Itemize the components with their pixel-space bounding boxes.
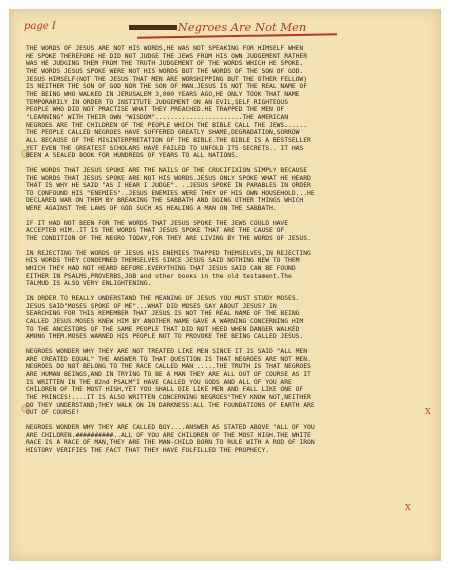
title-underline (137, 33, 337, 38)
handwritten-title: Negroes Are Not Men (177, 20, 307, 34)
margin-x-mark: X (405, 503, 411, 512)
paragraph: IN ORDER TO REALLY UNDERSTAND THE MEANING OF JESUS YOU MUST STUDY MOSES. JESUS SAID"MOSES SPOKE OF ME"...WHAT DID MOSES SAY ABOUT JESUS? IN SEARCHING FOR THIS REMEMBER THAT JESUS IS NOT THE REAL NAME OF THE BEING CALLED JESUS.MOSES KNEW HIM BY ANOTHER NAME GAVE A WARNING CONCERNING HIM TO THE ANCESTORS OF THE SAME PEOPLE THAT DID NOT HEED WHEN DANGER WALKED AMONG THEM.MOSES WARNED HIS PEOPLE NOT TO PROVOKE THE BEING CALLED JESUS. (26, 294, 304, 341)
document-page (9, 9, 441, 561)
margin-x-mark: X (425, 407, 431, 416)
page-label: page I (24, 21, 56, 32)
paragraph: NEGROES WONDER WHY THEY ARE CALLED BOY....ANSWER AS STATED ABOVE "ALL OF YOU ARE CHILDREN.##########..ALL OF YOU ARE CHILDREN OF THE MOST HIGH.THE WHITE RACE IS A RACE OF MAN,THEY ARE THE MAN-CHILD BORN TO RULE WITH A ROD OF IRON HISTORY VERIFIES THE FACT THAT THEY HAVE FULFILLED THE PROPHECY. (26, 422, 315, 454)
typed-body (26, 45, 436, 462)
paragraph: NEGROES WONDER WHY THEY ARE NOT TREATED LIKE MEN SINCE IT IS SAID "ALL MEN ARE CREATED EQUAL" THE ANSWER TO THAT QUESTION IS THAT NEGROES ARE NOT MEN. NEGROES DO NOT BELONG TO THE RACE CALLED MAN .....THE TRUTH IS THAT NEGROES ARE HUMAN BEINGS,AND IN TRYING TO BE A MAN THEY ARE ALL OUT OF COURSE AS IT IS WRITTEN IN THE 82nd PSALM"I HAVE CALLED YOU GODS AND ALL OF YOU ARE CHILDREN OF THE MOST HIGH,YET YOU SHALL DIE LIKE MEN AND FALL LIKE ONE OF THE PRINCES!....IT IS ALSO WRITTEN CONCERNING NEGROES"THEY KNOW NOT,NEITHER DO THEY UNDERSTAND;THEY WALK ON IN DARKNESS:ALL THE FOUNDATIONS OF EARTH ARE OUT OF COURSE! (26, 346, 315, 417)
handwritten-title-area (129, 20, 339, 42)
paragraph: THE WORDS THAT JESUS SPOKE ARE THE NAILS OF THE CRUCIFIXION SIMPLY BECAUSE THE WORDS THAT JESUS SPOKE ARE NOT HIS WORDS.JESUS ONLY SPOKE WHAT HE HEARD THAT IS WHY HE SAID "AS I HEAR I JUDGE". ..JESUS SPOKE IN PARABLES IN ORDER TO CONFOUND HIS "ENEMIES"..JESUS ENEMIES WERE THEY OF HIS OWN HOUSEHOLD...HE DECLARED WAR ON THEM BY BREAKING THE SABBATH AND DOING OTHER THINGS WHICH WERE AGAINST THE LAWS OF GOD SUCH AS HEALING A MAN ON THE SABBATH. (26, 165, 315, 213)
paragraph: IN REJECTING THE WORDS OF JESUS HIS ENEMIES TRAPPED THEMSELVES,IN REJECTING HIS WORDS THEY CONDEMNED THEMSELVES SINCE JESUS SAID NOTHING NEW TO THEM WHICH THEY HAD NOT HEARD BEFORE.EVERYTHING THAT JESUS SAID CAN BE FOUND EITHER IN PSALMS,PROVERBS,JOB and other books in the old testament.The TALMUD IS ALSO VERY ENLIGHTENING. (26, 248, 311, 288)
paragraph: THE WORDS OF JESUS ARE NOT HIS WORDS,HE WAS NOT SPEAKING FOR HIMSELF WHEN HE SPOKE THEREFORE HE DID NOT JUDGE THE JEWS FROM HIS OWN JUDGEMENT RATHER WAS HE JUDGING THEM FROM THE TRUTH JUDGEMENT OF THE WORDS WHICH HE SPOKE. THE WORDS JESUS SPOKE WERE NOT HIS WORDS BUT THE WORDS OF THE SON OF GOD. JESUS HIMSELF(NOT THE JESUS THAT MEN ARE WORSHIPPING BUT THE OTHER FELLOW) IS NEITHER THE SON OF GOD NOR THE SON OF MAN.JESUS IS NOT THE REAL NAME OF THE BEING WHO WALKED IN JERUSALEM 3,000 YEARS AGO,HE ONLY TOOK THAT NAME TEMPORARILY IN ORDER TO INSTITUTE JUDGEMENT ON AN EVIL,SELF RIGHTEOUS PEOPLE WHO DID NOT PRACTISE WHAT THEY PREACHED.HE TRAPPED THE MEN OF "LEARNING" WITH THEIR OWN "WISDOM".......................THE AMERICAN NEGROES ARE THE CHILDREN OF THE PEOPLE WHICH THE BIBLE CALL THE JEWS...... THE PEOPLE CALLED NEGROES HAVE SUFFERED GREATLY SHAME,DEGRADATION,SORROW ALL BECAUSE OF THE MISINTERPRETATION OF THE BIBLE.THE BIBLE IS A BESTSELLER YET EVEN THE GREATEST SCHOLARS HAVE FAILED TO UNFOLD ITS SECRETS.. IT HAS BEEN A SEALED BOOK FOR HUNDREDS OF YEARS TO ALL NATIONS. (26, 44, 311, 160)
paragraph: IF IT HAD NOT BEEN FOR THE WORDS THAT JESUS SPOKE THE JEWS COULD HAVE ACCEPTED HIM..IT IS THE WORDS THAT JESUS SPOKE THAT ARE THE CAUSE OF THE CONDITION OF THE NEGRO TODAY,FOR THEY ARE LIVING BY THE WORDS OF JESUS. (26, 218, 311, 243)
